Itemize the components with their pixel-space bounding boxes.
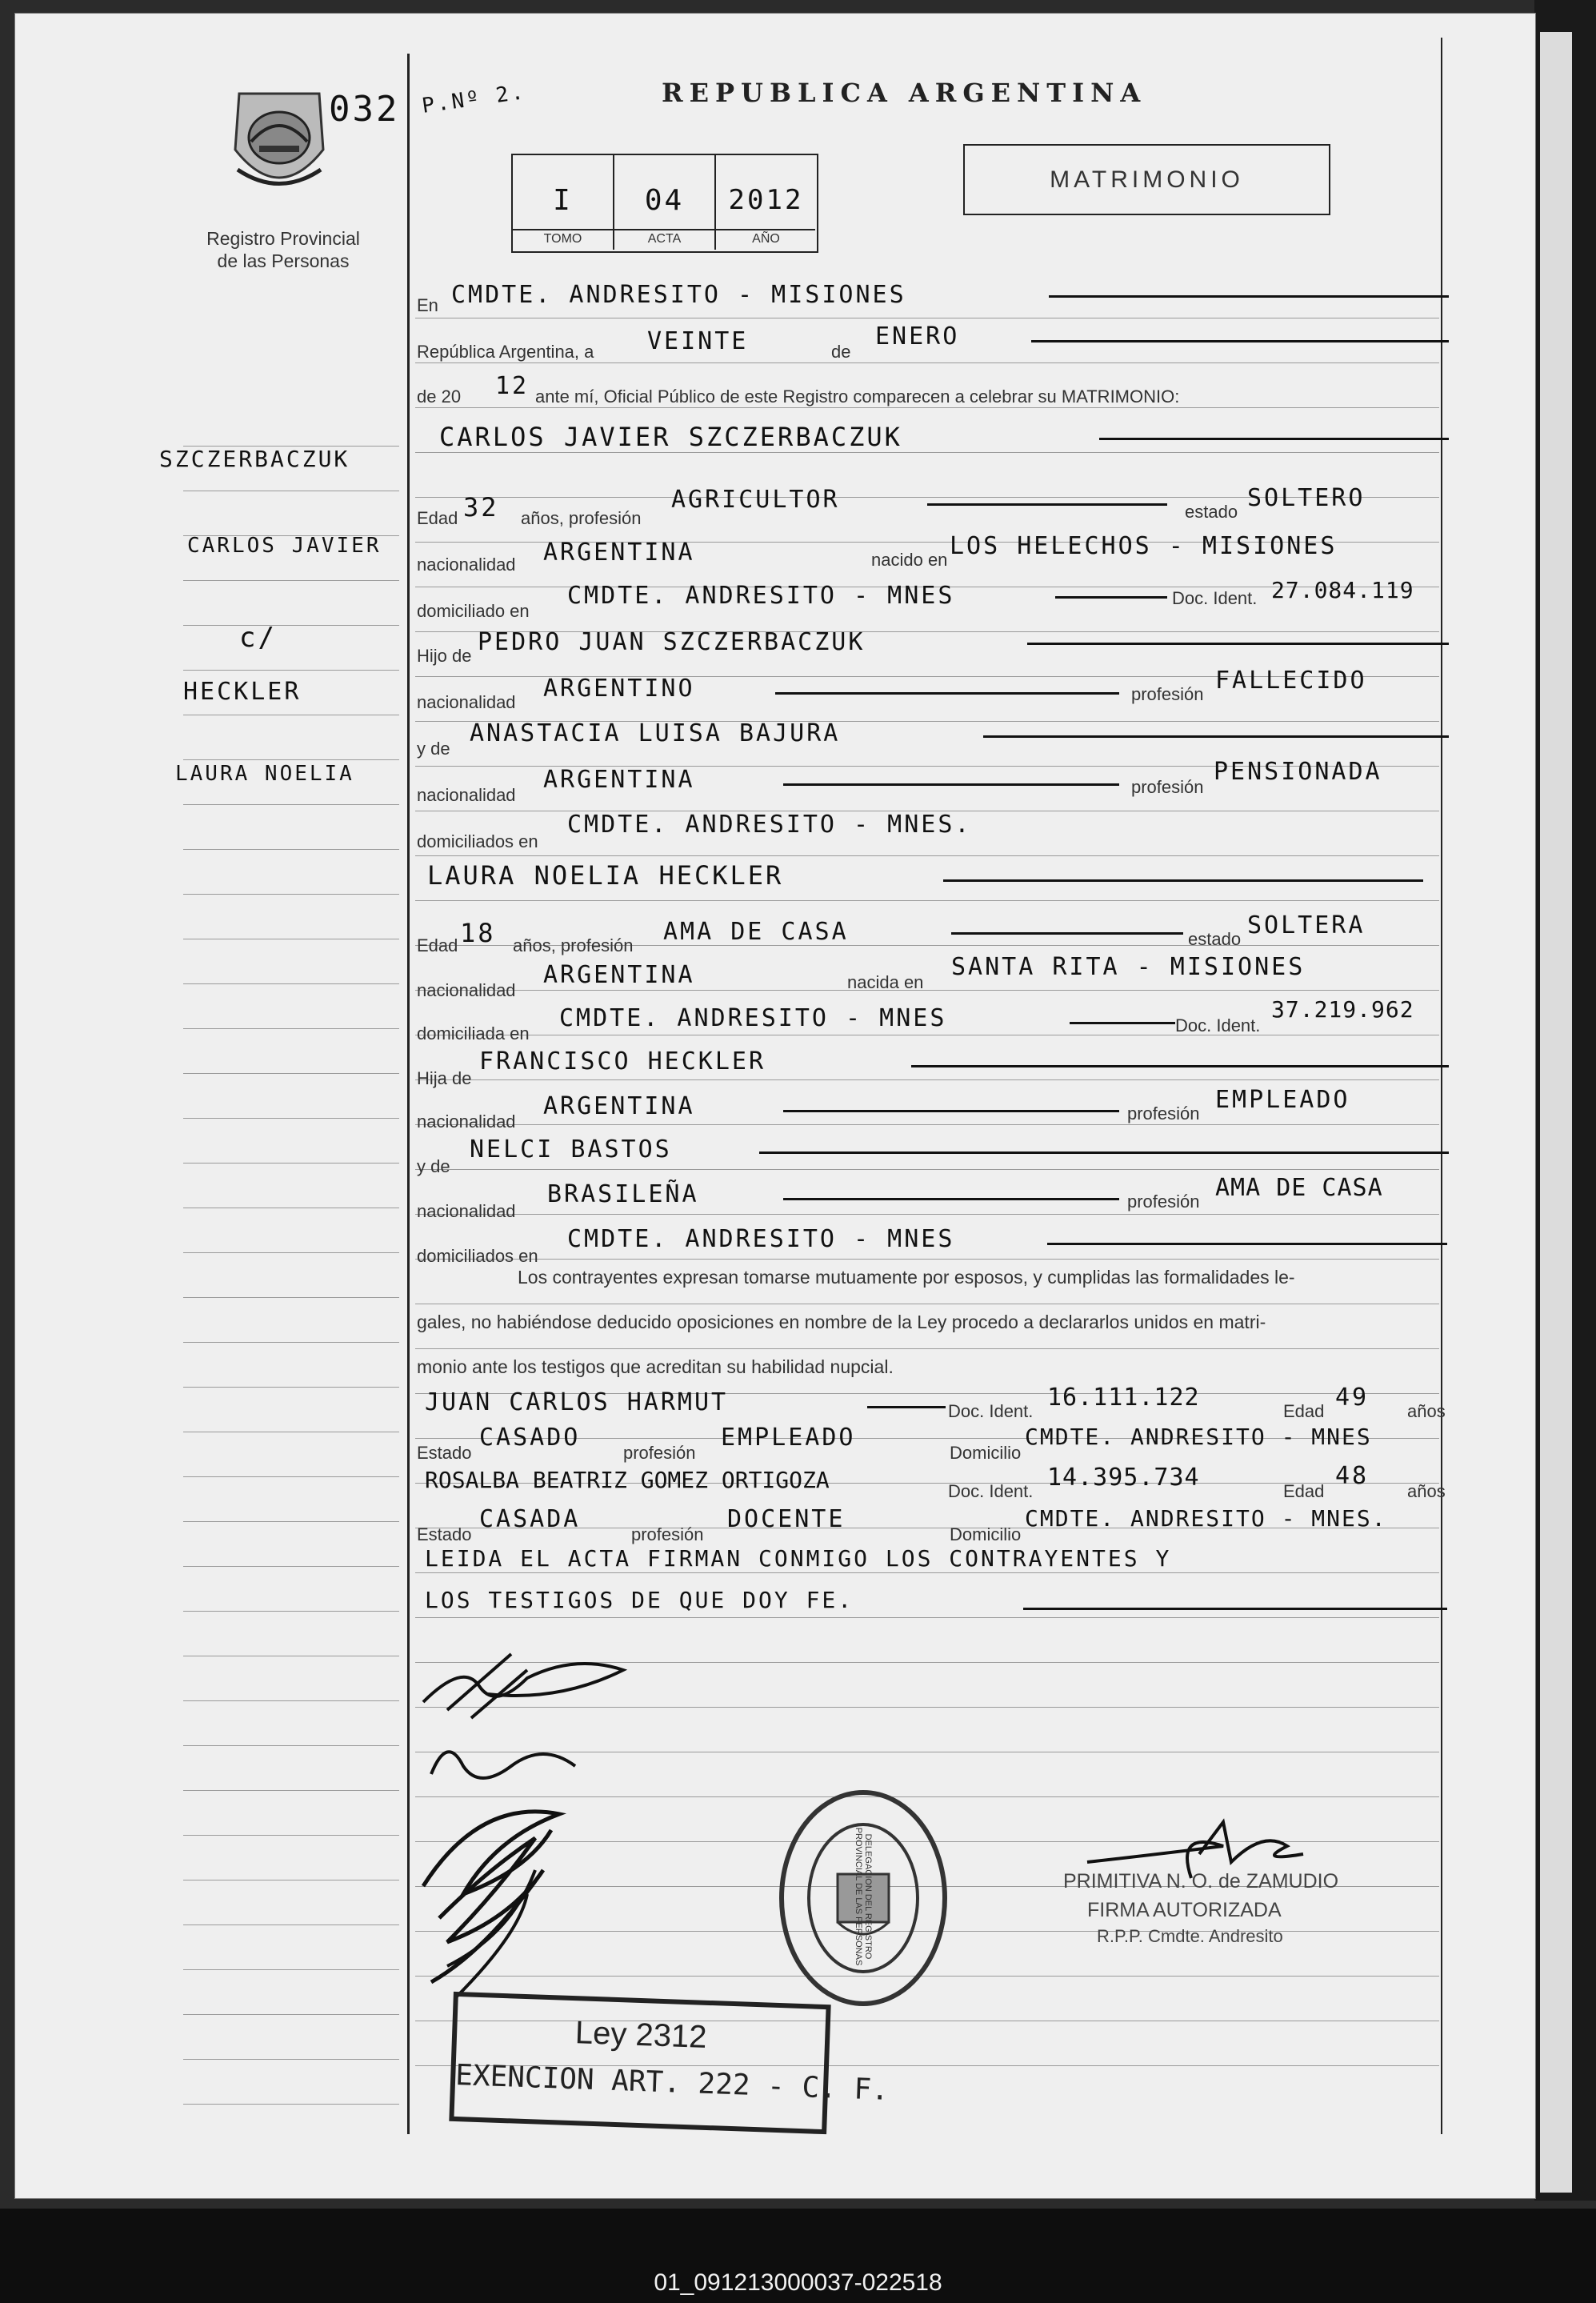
witness1-name: JUAN CARLOS HARMUT [425,1388,729,1416]
fill-line [951,932,1183,935]
witness1-age: 49 [1335,1384,1370,1412]
witness1-doc-label: Doc. Ident. [948,1401,1034,1421]
next-page-edge [1540,32,1572,2193]
bride-age: 18 [460,918,496,948]
ruled-line [415,1348,1439,1349]
witness1-estado: CASADO [479,1424,581,1452]
bride-edad-label: Edad [417,935,458,955]
acta-label: ACTA [647,232,682,246]
ruled-line [183,1252,399,1253]
witness2-doc-label: Doc. Ident. [948,1481,1034,1501]
bride-mother-nat-label: nacionalidad [417,1201,516,1221]
ruled-line [183,1745,399,1746]
witness2-prof-label: profesión [631,1524,704,1544]
ruled-line [183,1028,399,1029]
fill-line [911,1065,1449,1067]
bride-dom-label: domiciliada en [417,1023,530,1043]
certificate-page [14,13,1536,2199]
ano-value: 2012 [728,184,804,216]
witness1-prof-label: profesión [623,1443,696,1463]
fill-line [983,735,1449,738]
bride-parents-dom: CMDTE. ANDRESITO - MNES [567,1225,955,1253]
ruled-line [183,1297,399,1298]
ruled-line [415,900,1439,901]
groom-profession: AGRICULTOR [671,486,840,514]
seal-text: DELEGACION DEL REGISTRO PROVINCIAL DE LAS PERSONAS [854,1827,873,1966]
ruled-line [415,1572,1439,1573]
fill-line [759,1152,1449,1154]
act-type: MATRIMONIO [1050,166,1244,193]
ruled-line [183,1566,399,1567]
ruled-line [415,1169,1439,1170]
ruled-line [183,2059,399,2060]
bride-mother-prof-label: profesión [1127,1192,1200,1212]
fill-line [1047,1243,1447,1245]
exemption-stamp [449,1992,890,2134]
year-suffix: 12 [495,372,530,400]
bride-estado-label: estado [1188,929,1242,949]
bride-mother: NELCI BASTOS [470,1135,672,1164]
witness2-name: ROSALBA BEATRIZ GOMEZ ORTIGOZA [425,1467,830,1493]
groom-estado: SOLTERO [1247,484,1366,512]
ruled-line [183,1387,399,1388]
ano-label: AÑO [752,232,780,246]
witness2-profession: DOCENTE [727,1505,846,1533]
bride-father-prof-label: profesión [1127,1103,1200,1123]
bride-anos-label: años, profesión [513,935,634,955]
groom-age: 32 [463,492,499,523]
ruled-line [183,804,399,805]
registry-name-line-1: Registro Provincial [206,228,360,249]
bride-father: FRANCISCO HECKLER [479,1047,766,1075]
official-title: FIRMA AUTORIZADA [1087,1899,1282,1921]
witness1-doc: 16.111.122 [1047,1384,1200,1412]
ruled-line [183,894,399,895]
bride-estado: SOLTERA [1247,911,1366,939]
bride-mother-prof: AMA DE CASA [1215,1174,1383,1202]
ruled-line [183,2014,399,2015]
record-box [511,154,818,253]
fill-line [1070,1022,1175,1024]
republica-label: República Argentina, a [417,342,594,362]
groom-father-prof: FALLECIDO [1215,667,1367,695]
fill-line [775,692,1119,695]
groom-edad-label: Edad [417,508,458,528]
act-type-box [963,144,1330,215]
bride-mother-nat: BRASILEÑA [547,1180,699,1208]
groom-nacido-label: nacido en [871,550,948,570]
ruled-line [183,983,399,984]
declaration-line-3: monio ante los testigos que acreditan su habilidad nupcial. [417,1356,894,1377]
page-note: P.Nº 2. [420,80,528,118]
witness2-domicile: CMDTE. ANDRESITO - MNES. [1025,1505,1387,1532]
witness2-dom-label: Domicilio [950,1524,1022,1544]
bride-parents-dom-label: domiciliados en [417,1246,538,1266]
groom-father: PEDRO JUAN SZCZERBACZUK [478,628,866,656]
official-office: R.P.P. Cmdte. Andresito [1097,1926,1283,1946]
fill-line [867,1406,946,1408]
bride-birthplace: SANTA RITA - MISIONES [951,953,1306,981]
groom-mother-nat: ARGENTINA [543,766,695,794]
bride-father-prof: EMPLEADO [1215,1086,1350,1114]
scan-file-id: 01_091213000037-022518 [654,2269,942,2296]
bride-nationality: ARGENTINA [543,961,695,989]
witness1-edad-label: Edad [1283,1401,1325,1421]
ruled-line [415,1214,1439,1215]
groom-estado-label: estado [1185,502,1238,522]
closing-line-1: LEIDA EL ACTA FIRMAN CONMIGO LOS CONTRAYENTES Y [425,1545,1172,1572]
right-border-line [1441,38,1442,2134]
day: VEINTE [647,327,749,355]
margin-note-given-names: CARLOS JAVIER [187,534,382,558]
margin-note-bride-names: LAURA NOELIA [175,762,354,786]
ruled-line [415,1079,1439,1080]
groom-mother: ANASTACIA LUISA BAJURA [470,719,841,747]
witness2-age: 48 [1335,1462,1370,1490]
margin-note-bride-surname: HECKLER [183,678,302,706]
witness1-domicile: CMDTE. ANDRESITO - MNES [1025,1424,1372,1450]
fill-line [1049,295,1449,298]
acta-value: 04 [644,184,685,217]
ruled-line [415,1259,1439,1260]
bride-domicile: CMDTE. ANDRESITO - MNES [559,1004,947,1032]
bride-name: LAURA NOELIA HECKLER [427,860,784,891]
witness2-anos: años [1407,1481,1446,1501]
witness1-anos: años [1407,1401,1446,1421]
fill-line [1099,438,1449,440]
ruled-line [415,855,1439,856]
declaration-line-1: Los contrayentes expresan tomarse mutuamente por esposos, y cumplidas las formalidades le- [518,1267,1295,1288]
bride-mother-label: y de [417,1156,450,1176]
groom-nac-label: nacionalidad [417,555,516,575]
ruled-line [183,759,399,760]
ruled-line [183,1163,399,1164]
ruled-line [183,1073,399,1074]
ruled-line [183,1790,399,1791]
groom-father-label: Hijo de [417,646,472,666]
groom-mother-prof: PENSIONADA [1214,758,1382,786]
city: CMDTE. ANDRESITO - MISIONES [451,281,906,309]
groom-birthplace: LOS HELECHOS - MISIONES [950,532,1338,560]
month: ENERO [875,322,960,350]
groom-parents-dom-label: domiciliados en [417,831,538,851]
ruled-line [183,1521,399,1522]
witness2-doc: 14.395.734 [1047,1464,1200,1492]
ruled-line [183,580,399,581]
witness2-estado-label: Estado [417,1524,472,1544]
bride-doc-label: Doc. Ident. [1175,1015,1261,1035]
bride-father-label: Hija de [417,1068,472,1088]
official-name: PRIMITIVA N. O. de ZAMUDIO [1063,1870,1339,1892]
groom-name: CARLOS JAVIER SZCZERBACZUK [439,422,902,452]
groom-father-nat: ARGENTINO [543,675,695,703]
groom-doc-label: Doc. Ident. [1172,588,1258,608]
margin-note-surname: SZCZERBACZUK [159,446,350,472]
groom-domicile: CMDTE. ANDRESITO - MNES [567,582,955,610]
exemption-law: Ley 2312 [574,2015,708,2055]
ruled-line [183,1342,399,1343]
groom-father-prof-label: profesión [1131,684,1204,704]
fill-line [1031,340,1449,342]
bride-nac-label: nacionalidad [417,980,516,1000]
country-title: REPUBLICA ARGENTINA [662,78,1147,108]
groom-mother-nat-label: nacionalidad [417,785,516,805]
de-label: de [831,342,851,362]
fill-line [1023,1608,1447,1610]
bride-profession: AMA DE CASA [663,918,849,946]
intro-text: ante mí, Oficial Público de este Registro comparecen a celebrar su MATRIMONIO: [535,387,1180,407]
ruled-line [183,1118,399,1119]
ruled-line [415,407,1439,408]
groom-anos-label: años, profesión [521,508,642,528]
ruled-line [415,362,1439,363]
bride-nacida-label: nacida en [847,972,924,992]
ruled-line [183,849,399,850]
ruled-line [415,1124,1439,1125]
year-prefix: de 20 [417,387,462,407]
ruled-line [183,2104,399,2105]
margin-note-connector: c/ [239,622,277,654]
witness2-edad-label: Edad [1283,1481,1325,1501]
en-label: En [417,295,438,315]
ruled-line [415,452,1439,453]
fill-line [783,783,1119,786]
ruled-line [183,1611,399,1612]
bride-doc: 37.219.962 [1271,996,1414,1023]
ruled-line [183,1700,399,1701]
exemption-article: EXENCION ART. 222 - C. F. [454,2058,890,2107]
tomo-label: TOMO [543,232,582,246]
witness2-estado: CASADA [479,1505,581,1533]
fill-line [1055,596,1167,599]
tomo-value: I [553,184,573,217]
fill-line [927,503,1167,506]
delegation-seal [775,1786,951,2010]
ruled-line [183,625,399,626]
fill-line [943,879,1423,882]
groom-parents-dom: CMDTE. ANDRESITO - MNES. [567,811,972,839]
fill-line [783,1198,1119,1200]
ruled-line [183,1969,399,1970]
ruled-line [183,1835,399,1836]
declaration-line-2: gales, no habiéndose deducido oposiciones en nombre de la Ley procedo a declararlos unidos en matri- [417,1312,1266,1332]
stamp-number: 032 [329,89,400,130]
registry-name-line-2: de las Personas [217,250,350,271]
groom-mother-prof-label: profesión [1131,777,1204,797]
ruled-line [183,670,399,671]
ruled-line [415,1617,1439,1618]
witness1-dom-label: Domicilio [950,1443,1022,1463]
margin-divider [407,54,410,2134]
ruled-line [183,1476,399,1477]
groom-doc: 27.084.119 [1271,577,1414,603]
bride-father-nat: ARGENTINA [543,1092,695,1120]
groom-father-nat-label: nacionalidad [417,692,516,712]
closing-line-2: LOS TESTIGOS DE QUE DOY FE. [425,1587,854,1613]
bride-father-nat-label: nacionalidad [417,1111,516,1131]
witness1-profession: EMPLEADO [721,1424,856,1452]
groom-mother-label: y de [417,739,450,759]
fill-line [1027,643,1449,645]
groom-nationality: ARGENTINA [543,539,695,567]
provincial-seal-logo [223,78,335,206]
witness1-estado-label: Estado [417,1443,472,1463]
fill-line [783,1110,1119,1112]
ruled-line [415,990,1439,991]
groom-dom-label: domiciliado en [417,601,530,621]
